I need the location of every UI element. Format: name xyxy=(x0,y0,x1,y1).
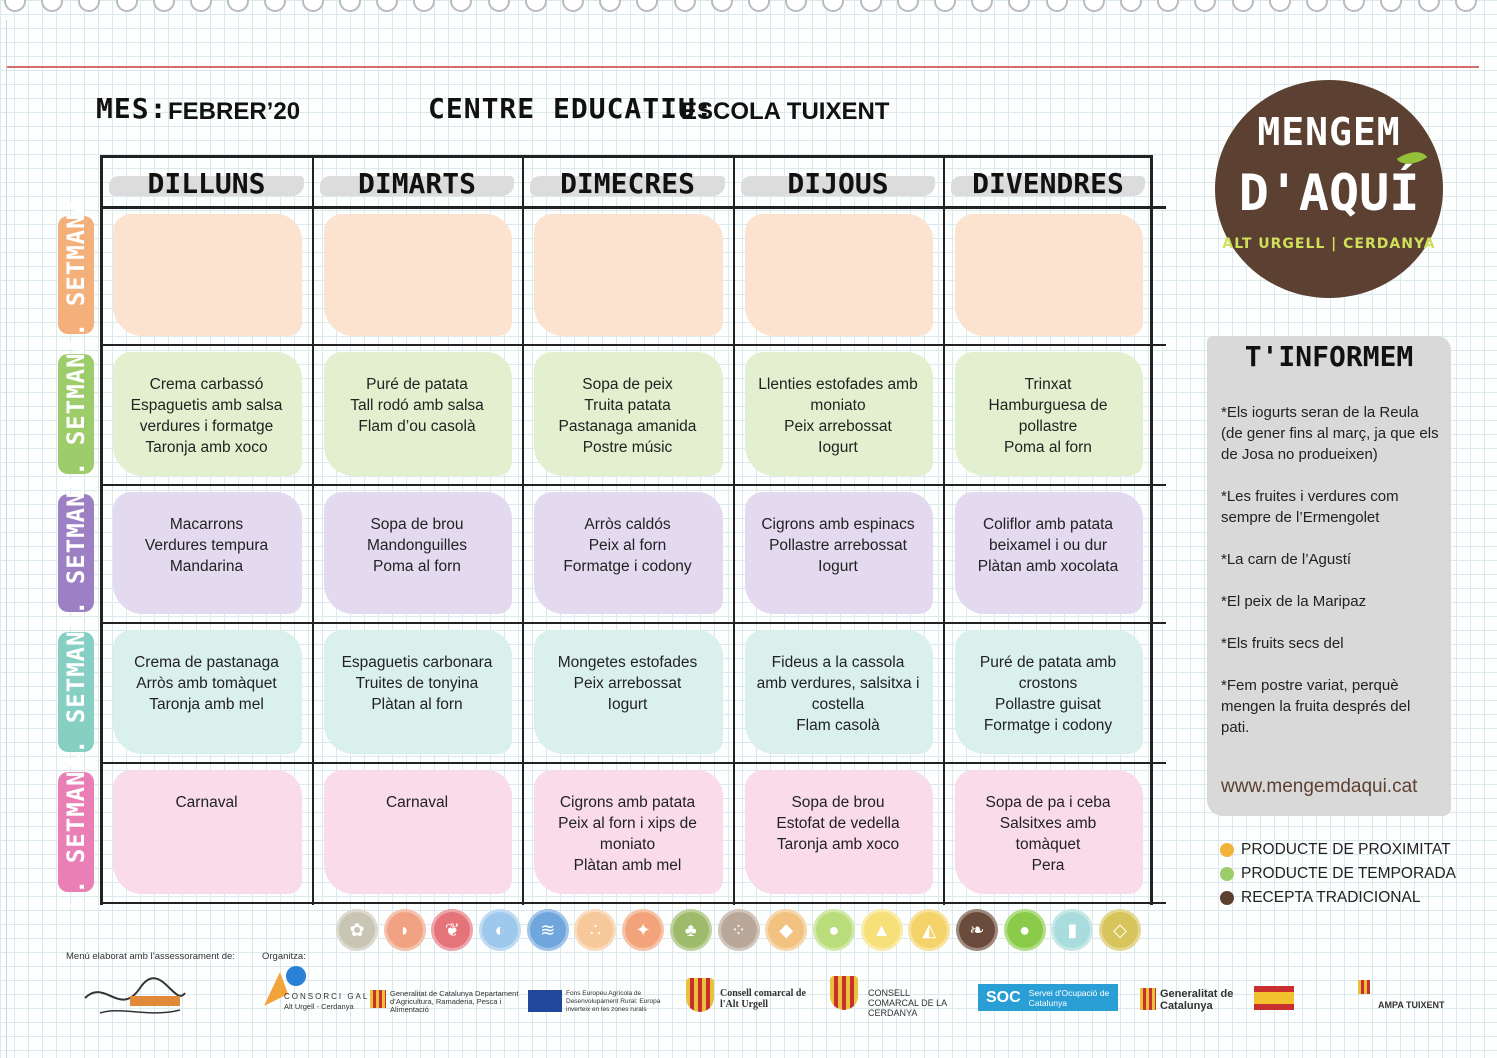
food-icons-row xyxy=(336,909,1141,953)
cell-background xyxy=(324,770,512,894)
week-label: 3. SETMANA xyxy=(62,475,90,631)
dish-line: Flam casolà xyxy=(796,717,880,734)
spiral-ring xyxy=(41,0,63,12)
dish-line: Sopa de peix xyxy=(582,376,673,393)
dish-line: Truites de tonyina xyxy=(355,675,479,692)
potato-icon: ◆ xyxy=(765,909,807,951)
info-notes xyxy=(1221,402,1441,759)
cell-background xyxy=(324,214,512,336)
dish-line: Peix al forn i xips de xyxy=(558,815,697,832)
info-title: T'INFORMEM xyxy=(1244,340,1414,373)
spiral-ring xyxy=(1232,0,1254,12)
dish-list xyxy=(107,652,306,715)
dish-line: Tall rodó amb salsa xyxy=(350,397,484,414)
legend-label: RECEPTA TRADICIONAL xyxy=(1241,889,1421,906)
leaf-icon: ❧ xyxy=(956,909,998,951)
legend-item xyxy=(1220,841,1451,859)
consorci-name: CONSORCI GAL xyxy=(284,992,370,1001)
logo-line3: ALT URGELL | CERDANYA xyxy=(1222,236,1436,252)
left-margin-line xyxy=(6,20,7,1058)
menu-cell xyxy=(101,762,312,902)
dish-list xyxy=(739,514,937,577)
dish-list xyxy=(949,792,1147,876)
dish-line: verdures i formatge xyxy=(139,418,274,435)
vegetable-icon: ♣ xyxy=(670,909,712,951)
legend-dot-icon xyxy=(1220,867,1234,881)
week-label: 1. SETMANA xyxy=(62,197,90,353)
dish-line: Arròs caldós xyxy=(584,516,671,533)
dish-line: Puré de patata amb xyxy=(979,654,1117,671)
menu-cell xyxy=(522,762,733,902)
dish-line: Iogurt xyxy=(818,439,858,456)
dairy-icon: ▲ xyxy=(861,909,903,951)
meat-icon: ◗ xyxy=(384,909,426,951)
menu-cell xyxy=(943,344,1153,484)
soc-logo xyxy=(978,984,1118,1011)
dish-line: Formatge i codony xyxy=(563,558,692,575)
info-note: *La carn de l’Agustí xyxy=(1221,551,1352,568)
spiral-ring xyxy=(1157,0,1179,12)
menu-cell xyxy=(733,622,943,762)
spiral-ring xyxy=(934,0,956,12)
dish-line: Mandonguilles xyxy=(367,537,467,554)
info-panel xyxy=(1207,336,1451,816)
dish-line: Espaguetis amb salsa xyxy=(130,397,283,414)
dish-line: amb verdures, salsitxa i xyxy=(756,675,920,692)
legend-label: PRODUCTE DE PROXIMITAT xyxy=(1241,841,1451,858)
consorci-sub: Alt Urgell - Cerdanya xyxy=(284,1002,354,1011)
info-note: *Les fruites i verdures com sempre de l’Ermengolet xyxy=(1221,488,1399,526)
eu-flag-icon xyxy=(528,990,562,1012)
spiral-ring xyxy=(153,0,175,12)
gencat-dept-text: Generalitat de Catalunya Departament d’Agricultura, Ramaderia, Pesca i Alimentació xyxy=(390,989,519,1014)
dish-line: Mandarina xyxy=(169,558,244,575)
spiral-ring xyxy=(376,0,398,12)
week-tab-2 xyxy=(58,336,94,492)
dish-line: Arròs amb tomàquet xyxy=(136,675,277,692)
menu-cell xyxy=(522,206,733,344)
spain-flag-icon xyxy=(1254,986,1294,1010)
dish-line: Cigrons amb patata xyxy=(559,794,696,811)
spiral-ring xyxy=(1269,0,1291,12)
menu-cell xyxy=(312,622,522,762)
dish-line: Espaguetis carbonara xyxy=(341,654,493,671)
dish-line: Iogurt xyxy=(607,696,648,713)
dish-line: moniato xyxy=(599,836,656,853)
gencat-dept-logo xyxy=(370,990,520,1014)
dish-line: Crema de pastanaga xyxy=(134,654,279,671)
spiral-ring xyxy=(1455,0,1477,12)
menu-cell xyxy=(943,622,1153,762)
dish-line: Hamburguesa de xyxy=(988,397,1108,414)
menu-cell xyxy=(101,206,312,344)
dish-line: Taronja amb mel xyxy=(149,696,264,713)
nutritionist-logo xyxy=(80,968,190,1024)
dish-line: moniato xyxy=(810,397,866,414)
menu-cell xyxy=(312,206,522,344)
ccc-text: CONSELL COMARCAL DE LA CERDANYA xyxy=(868,988,947,1018)
spiral-ring xyxy=(1046,0,1068,12)
gencat-text: Generalitat de Catalunya xyxy=(1160,988,1234,1012)
spiral-ring xyxy=(1306,0,1328,12)
day-header-dimecres xyxy=(522,160,733,206)
legume-icon: ∴ xyxy=(574,909,616,951)
menu-cell xyxy=(312,484,522,622)
day-label: DIMECRES xyxy=(560,166,695,200)
dish-line: Pollastre arrebossat xyxy=(769,537,907,554)
spiral-ring xyxy=(599,0,621,12)
spiral-ring xyxy=(1380,0,1402,12)
dish-line: Sopa de brou xyxy=(370,516,464,533)
fish-icon: ◐ xyxy=(479,909,521,951)
day-header-dimarts xyxy=(312,160,522,206)
menu-cell xyxy=(522,622,733,762)
ccau-text: Consell comarcal de l'Alt Urgell xyxy=(720,988,806,1010)
spiral-ring xyxy=(78,0,100,12)
menu-cell xyxy=(733,762,943,902)
center-label: CENTRE EDUCATIU: xyxy=(428,92,714,125)
spiral-binding xyxy=(0,0,1497,26)
dish-line: Plàtan amb xocolata xyxy=(977,558,1119,575)
dish-list xyxy=(318,374,516,437)
dish-line: Peix al forn xyxy=(588,537,667,554)
cell-background xyxy=(745,214,933,336)
spiral-ring xyxy=(1418,0,1440,12)
dish-line: Poma al forn xyxy=(373,558,461,575)
dish-line: Flam d’ou casolà xyxy=(358,418,476,435)
dish-line: Taronja amb xoco xyxy=(145,439,268,456)
day-label: DIVENDRES xyxy=(972,166,1124,200)
dish-line: Poma al forn xyxy=(1004,439,1092,456)
dish-list xyxy=(739,374,937,458)
legend-label: PRODUCTE DE TEMPORADA xyxy=(1241,865,1457,882)
gencat-logo xyxy=(1140,988,1240,1012)
dish-list xyxy=(318,652,516,715)
spiral-ring xyxy=(1194,0,1216,12)
spiral-ring xyxy=(227,0,249,12)
spiral-ring xyxy=(636,0,658,12)
dish-list xyxy=(949,652,1147,736)
spiral-ring xyxy=(302,0,324,12)
dish-line: Postre músic xyxy=(582,439,673,456)
spiral-ring xyxy=(1008,0,1030,12)
dish-line: Pollastre guisat xyxy=(995,696,1101,713)
dish-line: Estofat de vedella xyxy=(776,815,900,832)
spiral-ring xyxy=(971,0,993,12)
dish-line: Coliflor amb patata xyxy=(982,516,1114,533)
day-header-dilluns xyxy=(101,160,312,206)
cell-background xyxy=(534,214,723,336)
dish-line: Carnaval xyxy=(385,794,449,811)
advice-label: Menú elaborat amb l’assessorament de: xyxy=(66,951,235,962)
menu-cell xyxy=(522,484,733,622)
day-label: DIJOUS xyxy=(787,166,889,200)
dish-line: Puré de patata xyxy=(366,376,468,393)
dish-list xyxy=(107,374,306,458)
spiral-ring xyxy=(1343,0,1365,12)
legend-item xyxy=(1220,865,1456,883)
dish-line: pollastre xyxy=(1018,418,1078,435)
ampa-logo xyxy=(1358,980,1445,1010)
info-note: *Fem postre variat, perquè mengen la fruita després del pati. xyxy=(1221,677,1411,736)
ccc-shield-icon xyxy=(830,976,858,1010)
week-tab-1 xyxy=(58,197,94,353)
spiral-ring xyxy=(525,0,547,12)
menu-cell xyxy=(733,344,943,484)
dish-list xyxy=(318,792,516,813)
dish-line: Cigrons amb espinacs xyxy=(761,516,915,533)
spiral-ring xyxy=(413,0,435,12)
org-label: Organitza: xyxy=(262,951,306,962)
dish-list xyxy=(318,514,516,577)
dish-list xyxy=(107,514,306,577)
spiral-ring xyxy=(674,0,696,12)
dish-line: Macarrons xyxy=(169,516,244,533)
eco-icon: ● xyxy=(1004,909,1046,951)
dish-list xyxy=(739,792,937,855)
menu-cell xyxy=(733,484,943,622)
info-note: *Els iogurts seran de la Reula (de gener fins al març, ja que els de Josa no produeixen) xyxy=(1221,404,1439,463)
dish-list xyxy=(528,792,727,876)
fruit-icon: ● xyxy=(813,909,855,951)
spiral-ring xyxy=(116,0,138,12)
cheese-icon: ◭ xyxy=(908,909,950,951)
grid-row-line xyxy=(100,902,1166,904)
spiral-ring xyxy=(1120,0,1142,12)
week-label: 2. SETMANA xyxy=(62,336,90,492)
legend-dot-icon xyxy=(1220,843,1234,857)
egg-icon: ✦ xyxy=(622,909,664,951)
menu-cell xyxy=(943,206,1153,344)
spiral-ring xyxy=(1083,0,1105,12)
dish-list xyxy=(528,374,727,458)
nuts-icon: ⁘ xyxy=(718,909,760,951)
week-label: 4. SETMANA xyxy=(62,614,90,770)
day-label: DILLUNS xyxy=(147,166,266,200)
menu-cell xyxy=(943,762,1153,902)
spiral-ring xyxy=(339,0,361,12)
sardine-icon: ≋ xyxy=(527,909,569,951)
senyera-icon xyxy=(370,990,386,1008)
spiral-ring xyxy=(562,0,584,12)
ccau-shield-icon xyxy=(686,978,714,1012)
dish-line: Sopa de brou xyxy=(791,794,885,811)
info-note: *El peix de la Maripaz xyxy=(1221,593,1367,610)
oil-icon: ◇ xyxy=(1099,909,1141,951)
spiral-ring xyxy=(822,0,844,12)
center-value: ESCOLA TUIXENT xyxy=(681,98,890,125)
day-header-dijous xyxy=(733,160,943,206)
legend-item xyxy=(1220,889,1420,907)
dish-line: Pastanaga amanida xyxy=(558,418,697,435)
dish-line: Plàtan amb mel xyxy=(573,857,682,874)
dish-line: tomàquet xyxy=(1015,836,1081,853)
spiral-ring xyxy=(190,0,212,12)
dish-line: Iogurt xyxy=(818,558,858,575)
ampa-text: AMPA TUIXENT xyxy=(1378,1000,1445,1010)
spiral-ring xyxy=(711,0,733,12)
dish-line: Crema carbassó xyxy=(149,376,264,393)
cell-background xyxy=(113,214,302,336)
cereal-icon: ✿ xyxy=(336,909,378,951)
menu-cell xyxy=(733,206,943,344)
dish-line: Peix arrebossat xyxy=(573,675,682,692)
day-label: DIMARTS xyxy=(357,166,476,200)
dish-line: Taronja amb xoco xyxy=(776,836,900,853)
spiral-ring xyxy=(748,0,770,12)
dish-line: Llenties estofades amb xyxy=(758,376,918,393)
logo-line2: D'AQUÍ xyxy=(1238,164,1420,222)
dish-line: Pera xyxy=(1031,857,1065,874)
menu-cell xyxy=(522,344,733,484)
week-tab-4 xyxy=(58,614,94,770)
senyera-icon xyxy=(1358,980,1370,994)
header-margin-line xyxy=(6,66,1479,68)
dish-list xyxy=(949,374,1147,458)
menu-cell xyxy=(101,344,312,484)
week-label: 5. SETMANA xyxy=(62,754,90,910)
cell-background xyxy=(113,770,302,894)
spiral-ring xyxy=(264,0,286,12)
dish-list xyxy=(949,514,1147,577)
logo-line1: MENGEM xyxy=(1257,110,1401,154)
dish-line: Salsitxes amb xyxy=(999,815,1097,832)
dish-line: crostons xyxy=(1018,675,1078,692)
dish-line: Trinxat xyxy=(1024,376,1072,393)
cell-background xyxy=(955,214,1143,336)
legend-dot-icon xyxy=(1220,891,1234,905)
soc-text: SOC xyxy=(986,988,1021,1006)
website-link[interactable]: www.mengemdaqui.cat xyxy=(1221,776,1418,797)
dish-line: costella xyxy=(811,696,865,713)
week-tab-5 xyxy=(58,754,94,910)
dish-line: beixamel i ou dur xyxy=(988,537,1108,554)
spiral-ring xyxy=(860,0,882,12)
senyera-icon xyxy=(1140,988,1156,1010)
menu-cell xyxy=(101,622,312,762)
menu-cell xyxy=(943,484,1153,622)
soc-sub: Servei d'Ocupació de Catalunya xyxy=(1028,987,1110,1008)
dish-list xyxy=(739,652,937,736)
spiral-ring xyxy=(4,0,26,12)
dish-list xyxy=(528,652,727,715)
dish-line: Verdures tempura xyxy=(144,537,269,554)
week-tab-3 xyxy=(58,475,94,631)
dish-line: Mongetes estofades xyxy=(557,654,698,671)
yogurt-icon: ▮ xyxy=(1051,909,1093,951)
menu-cell xyxy=(101,484,312,622)
menu-cell xyxy=(312,344,522,484)
spiral-ring xyxy=(785,0,807,12)
dish-line: Sopa de pa i ceba xyxy=(985,794,1111,811)
spiral-ring xyxy=(488,0,510,12)
dish-line: Plàtan al forn xyxy=(371,696,463,713)
dish-list xyxy=(528,514,727,577)
month-value: FEBRER’20 xyxy=(168,98,301,125)
day-header-divendres xyxy=(943,160,1153,206)
mengem-daqui-logo xyxy=(1215,80,1443,298)
menu-cell xyxy=(312,762,522,902)
info-note: *Els fruits secs del xyxy=(1221,635,1344,652)
dish-line: Carnaval xyxy=(175,794,238,811)
dish-line: Truita patata xyxy=(584,397,671,414)
dish-list xyxy=(107,792,306,813)
chicken-icon: ❦ xyxy=(431,909,473,951)
spiral-ring xyxy=(450,0,472,12)
month-label: MES: xyxy=(96,92,168,125)
dish-line: Fideus a la cassola xyxy=(771,654,905,671)
spiral-ring xyxy=(897,0,919,12)
dish-line: Formatge i codony xyxy=(983,717,1113,734)
dish-line: Peix arrebossat xyxy=(784,418,892,435)
feader-text: Fons Europeu Agrícola de Desenvolupament Rural: Europa inverteix en les zones rurals xyxy=(566,990,661,1013)
